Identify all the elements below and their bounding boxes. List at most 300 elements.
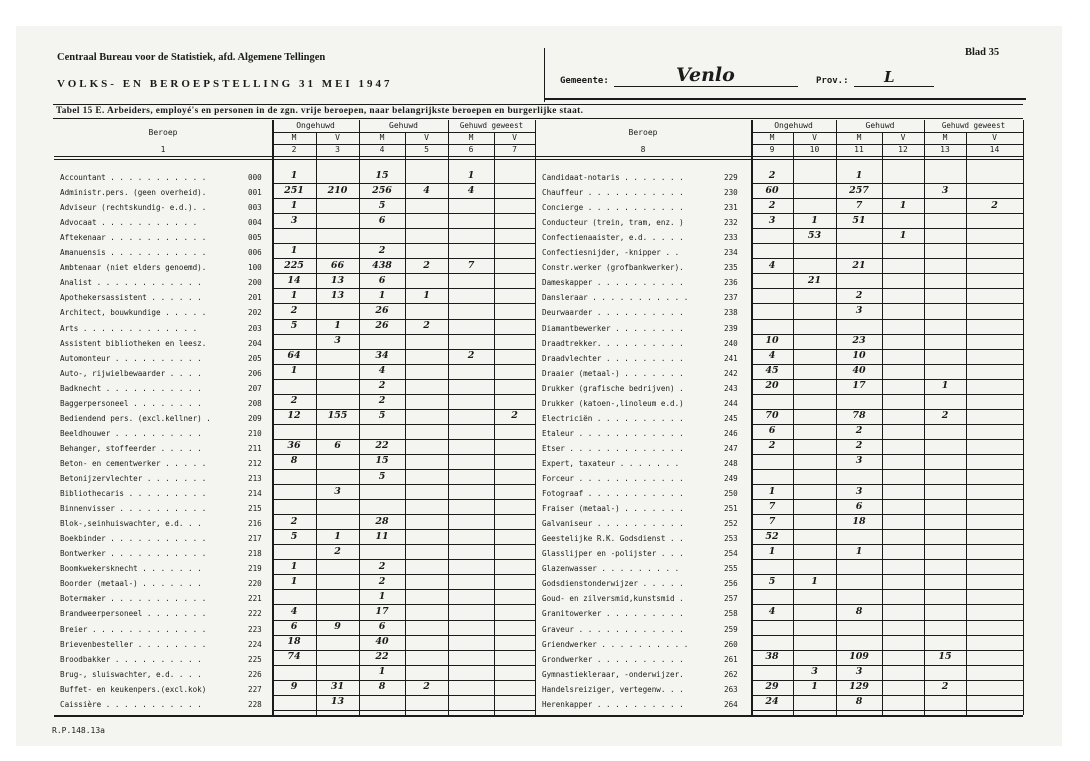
row-code: 263 — [724, 684, 738, 694]
cell-value: 1 — [941, 380, 949, 392]
left-col-number: 4 — [379, 145, 385, 154]
cell-value: 34 — [375, 350, 389, 362]
cell-value: 12 — [287, 410, 301, 422]
row-label: Draaier (metaal-) . . . . . . . — [542, 368, 684, 378]
cell-value: 4 — [290, 605, 298, 617]
cell-value: 29 — [765, 681, 779, 693]
row-code: 243 — [724, 383, 738, 393]
row-code: 257 — [724, 594, 738, 604]
cell-value: 13 — [330, 696, 345, 708]
cell-value: 1 — [378, 666, 386, 678]
cell-value: 1 — [467, 169, 475, 181]
right-row-rule — [751, 665, 1023, 666]
row-label: Candidaat-notaris . . . . . . . — [542, 173, 684, 182]
row-label: Drukker (grafische bedrijven) . — [542, 383, 684, 393]
cell-value: 1 — [290, 169, 298, 181]
form-title: VOLKS- EN BEROEPSTELLING 31 MEI 1947 — [57, 78, 393, 90]
cell-value: 13 — [330, 274, 345, 286]
row-label: Adviseur (rechtskundig- e.d.). . — [60, 203, 207, 213]
cell-value: 3 — [855, 455, 863, 467]
row-code: 246 — [724, 428, 738, 438]
row-label: Beton- en cementwerker . . . . . — [60, 458, 207, 468]
left-row-rule — [272, 228, 535, 229]
right-m-header: M — [942, 133, 948, 142]
left-v-header: V — [335, 133, 340, 142]
row-label: Forceur . . . . . . . . . . . . — [542, 474, 684, 483]
row-code: 250 — [724, 489, 738, 499]
cell-value: 251 — [284, 184, 304, 196]
left-m-header: M — [468, 133, 474, 142]
row-code: 206 — [248, 368, 262, 378]
row-code: 000 — [248, 173, 262, 182]
row-label: Accountant . . . . . . . . . . . — [60, 173, 207, 182]
right-bottom-rule — [535, 715, 1023, 717]
row-label: Bontwerker . . . . . . . . . . . — [60, 549, 207, 559]
row-code: 214 — [248, 489, 262, 499]
row-label: Bibliothecaris . . . . . . . . . — [60, 489, 207, 499]
right-col-number: 9 — [769, 145, 775, 154]
cell-value: 2 — [941, 681, 949, 693]
cell-value: 21 — [807, 274, 822, 286]
row-label: Amanuensis . . . . . . . . . . . — [60, 248, 207, 258]
right-gehuwd-header: Gehuwd — [865, 121, 895, 130]
cell-value: 64 — [287, 350, 301, 362]
right-row-rule — [751, 589, 1023, 590]
cell-value: 1 — [378, 289, 386, 301]
row-label: Brandweerpersoneel . . . . . . . — [60, 609, 207, 619]
prov-value: L — [884, 68, 895, 86]
row-code: 222 — [248, 609, 262, 619]
right-col-number: 8 — [640, 145, 646, 154]
cell-value: 52 — [765, 530, 779, 542]
row-code: 237 — [724, 293, 738, 303]
row-label: Baggerpersoneel . . . . . . . . — [60, 398, 202, 408]
row-code: 264 — [724, 699, 738, 709]
row-code: 247 — [724, 443, 738, 453]
row-code: 234 — [724, 248, 738, 258]
row-label: Constr.werker (grofbankwerker). — [542, 263, 684, 273]
cell-value: 40 — [375, 636, 389, 648]
row-label: Breier . . . . . . . . . . . . . — [60, 624, 207, 634]
row-label: Etser . . . . . . . . . . . . . — [542, 443, 684, 453]
row-code: 004 — [248, 218, 262, 228]
cell-value: 2 — [768, 440, 776, 452]
left-row-rule — [272, 334, 535, 335]
left-number-row-rule — [54, 156, 535, 157]
row-code: 100 — [248, 263, 262, 273]
cell-value: 60 — [765, 184, 779, 196]
cell-value: 210 — [327, 184, 348, 196]
cell-value: 129 — [849, 681, 869, 693]
cell-value: 6 — [290, 621, 298, 632]
right-number-row-rule — [535, 156, 1023, 157]
cell-value: 2 — [290, 304, 298, 316]
row-code: 249 — [724, 474, 738, 483]
cell-value: 7 — [855, 199, 863, 211]
cell-value: 155 — [327, 410, 348, 422]
row-code: 239 — [724, 323, 738, 333]
cell-value: 66 — [330, 259, 345, 271]
left-row-rule — [272, 484, 535, 485]
row-label: Expert, taxateur . . . . . . . — [542, 458, 680, 468]
row-code: 215 — [248, 504, 262, 514]
row-code: 229 — [724, 173, 738, 182]
cell-value: 2 — [290, 515, 298, 527]
cell-value: 3 — [334, 485, 341, 497]
cell-value: 28 — [375, 515, 389, 527]
bureau-name: Centraal Bureau voor de Statistiek, afd. Algemene Tellingen — [57, 52, 326, 63]
cell-value: 1 — [290, 199, 298, 211]
left-ongehuwd-header: Ongehuwd — [296, 121, 335, 130]
cell-value: 17 — [852, 380, 866, 392]
left-col-number: 3 — [335, 145, 340, 154]
cell-value: 2 — [467, 350, 475, 362]
row-code: 218 — [248, 549, 262, 559]
cell-value: 6 — [378, 621, 386, 632]
row-label: Drukker (katoen-,linoleum e.d.) — [542, 398, 684, 408]
row-code: 261 — [724, 654, 738, 664]
row-label: Automonteur . . . . . . . . . . — [60, 353, 202, 363]
row-label: Griendwerker . . . . . . . . . . — [542, 639, 689, 649]
cell-value: 2 — [378, 395, 386, 407]
row-code: 226 — [248, 669, 262, 679]
row-label: Herenkapper . . . . . . . . . . — [542, 699, 684, 709]
cell-value: 15 — [375, 455, 389, 467]
row-label: Broodbakker . . . . . . . . . . — [60, 654, 202, 664]
cell-value: 2 — [855, 440, 863, 452]
cell-value: 3 — [334, 335, 341, 347]
row-label: Assistent bibliotheken en leesz. — [60, 338, 207, 348]
cell-value: 18 — [852, 515, 866, 527]
row-code: 255 — [724, 564, 738, 574]
cell-value: 3 — [811, 666, 818, 678]
right-col-number: 10 — [809, 145, 820, 154]
cell-value: 2 — [855, 425, 863, 437]
form-code: R.P.148.13a — [52, 726, 105, 735]
row-code: 221 — [248, 594, 262, 604]
right-v-header: V — [992, 133, 997, 142]
row-label: Conducteur (trein, tram, enz. ) — [542, 218, 684, 228]
row-code: 232 — [724, 218, 738, 228]
row-code: 201 — [248, 293, 262, 303]
cell-value: 36 — [287, 440, 301, 452]
right-row-rule — [751, 469, 1023, 470]
left-number-row-rule-2 — [54, 159, 535, 160]
row-label: Beeldhouwer . . . . . . . . . . — [60, 428, 202, 438]
row-label: Bediendend pers. (excl.kellner) . — [60, 413, 211, 423]
cell-value: 1 — [290, 560, 298, 572]
right-col-number: 12 — [898, 145, 908, 154]
cell-value: 13 — [330, 289, 345, 301]
right-ongehuwd-header: Ongehuwd — [774, 121, 813, 130]
cell-value: 9 — [290, 681, 298, 693]
cell-value: 14 — [287, 274, 301, 286]
row-code: 231 — [724, 203, 738, 213]
cell-value: 7 — [768, 515, 776, 527]
left-col-number: 1 — [160, 145, 166, 154]
row-label: Confectiesnijder, -knipper . . — [542, 248, 680, 258]
row-code: 252 — [724, 519, 738, 529]
cell-value: 4 — [768, 259, 776, 271]
right-row-rule — [751, 288, 1023, 289]
left-col-divider — [448, 120, 449, 715]
cell-value: 3 — [941, 184, 949, 196]
row-label: Glazenwasser . . . . . . . . . — [542, 564, 680, 574]
row-label: Goud- en zilversmid,kunstsmid . — [542, 594, 684, 604]
cell-value: 1 — [768, 485, 776, 497]
row-code: 003 — [248, 203, 262, 213]
cell-value: 2 — [423, 320, 430, 331]
row-code: 244 — [724, 398, 738, 408]
prov-label: Prov.: — [816, 76, 849, 86]
row-code: 200 — [248, 278, 262, 288]
row-code: 253 — [724, 534, 738, 544]
cell-value: 2 — [991, 199, 998, 211]
row-code: 212 — [248, 458, 262, 468]
row-label: Draadtrekker. . . . . . . . . . — [542, 338, 684, 348]
left-row-rule — [272, 695, 535, 696]
row-label: Gymnastiekleraar, -onderwijzer. — [542, 669, 684, 679]
cell-value: 225 — [284, 259, 304, 271]
right-row-rule — [751, 243, 1023, 244]
row-code: 211 — [248, 443, 262, 453]
cell-value: 22 — [375, 440, 389, 452]
row-code: 219 — [248, 564, 262, 574]
cell-value: 10 — [852, 350, 866, 362]
caption-bottom-rule — [53, 118, 1023, 119]
row-label: Analist . . . . . . . . . . . . — [60, 278, 202, 288]
cell-value: 2 — [378, 244, 386, 256]
cell-value: 23 — [852, 335, 866, 347]
row-label: Diamantbewerker . . . . . . . . — [542, 323, 684, 333]
row-code: 258 — [724, 609, 738, 619]
row-code: 203 — [248, 323, 262, 333]
cell-value: 1 — [811, 214, 818, 226]
row-code: 241 — [724, 353, 738, 363]
row-code: 230 — [724, 188, 738, 198]
row-code: 254 — [724, 549, 738, 559]
row-label: Concierge . . . . . . . . . . . — [542, 203, 684, 213]
cell-value: 256 — [372, 184, 392, 196]
cell-value: 1 — [899, 199, 907, 211]
row-label: Dansleraar . . . . . . . . . . . — [542, 293, 689, 303]
row-label: Behanger, stoffeerder . . . . . — [60, 443, 202, 453]
cell-value: 2 — [423, 259, 430, 271]
left-v-header: V — [512, 133, 517, 142]
cell-value: 8 — [855, 605, 863, 617]
gemeente-label: Gemeente: — [560, 76, 609, 86]
cell-value: 2 — [855, 289, 863, 301]
cell-value: 1 — [378, 590, 386, 602]
right-row-rule — [751, 303, 1023, 304]
cell-value: 4 — [423, 184, 430, 196]
cell-value: 4 — [768, 350, 776, 362]
gemeente-value: Venlo — [676, 64, 735, 86]
left-m-header: M — [291, 133, 297, 142]
row-label: Fraiser (metaal-) . . . . . . . — [542, 504, 684, 514]
right-row-rule — [751, 710, 1023, 711]
row-code: 262 — [724, 669, 738, 679]
cell-value: 1 — [811, 575, 818, 587]
left-v-header: V — [424, 133, 429, 142]
cell-value: 5 — [378, 410, 386, 422]
row-label: Blok-,seinhuiswachter, e.d. . . — [60, 519, 202, 529]
row-label: Brievenbesteller . . . . . . . . — [60, 639, 207, 649]
row-code: 224 — [248, 639, 262, 649]
cell-value: 4 — [467, 184, 475, 196]
cell-value: 2 — [334, 545, 341, 557]
left-gehuwd-header: Gehuwd — [389, 121, 418, 130]
cell-value: 1 — [290, 244, 298, 256]
left-col-divider — [535, 120, 536, 715]
row-code: 220 — [248, 579, 262, 589]
cell-value: 15 — [375, 169, 389, 181]
cell-value: 2 — [423, 681, 430, 693]
left-row-rule — [272, 710, 535, 711]
cell-value: 2 — [511, 410, 518, 422]
cell-value: 1 — [423, 289, 430, 301]
cell-value: 1 — [290, 575, 298, 587]
row-label: Draadvlechter . . . . . . . . . — [542, 353, 684, 363]
header-rule — [544, 98, 1026, 100]
cell-value: 26 — [375, 304, 389, 316]
row-code: 210 — [248, 428, 262, 438]
row-code: 228 — [248, 699, 262, 709]
cell-value: 109 — [849, 651, 869, 663]
cell-value: 3 — [855, 485, 863, 497]
right-col-number: 13 — [940, 145, 950, 154]
cell-value: 53 — [807, 229, 822, 241]
row-label: Apothekersassistent . . . . . . — [60, 293, 202, 303]
row-label: Geestelijke R.K. Godsdienst . . — [542, 534, 684, 544]
left-gehuwd-geweest-header: Gehuwd geweest — [459, 121, 524, 130]
cell-value: 21 — [852, 259, 866, 271]
right-v-header: V — [812, 133, 817, 142]
left-col-number: 6 — [468, 145, 474, 154]
right-row-rule — [751, 394, 1023, 395]
right-col-divider — [1023, 120, 1024, 715]
row-code: 251 — [724, 504, 738, 514]
row-code: 233 — [724, 233, 738, 243]
cell-value: 20 — [765, 380, 779, 392]
cell-value: 51 — [852, 214, 866, 226]
row-label: Ambtenaar (niet elders genoemd). — [60, 263, 207, 273]
row-label: Brug-, sluiswachter, e.d. . . . — [60, 669, 202, 679]
row-label: Etaleur . . . . . . . . . . . . — [542, 428, 684, 438]
left-col-number: 7 — [512, 145, 517, 154]
row-label: Granitowerker . . . . . . . . . — [542, 609, 684, 619]
cell-value: 5 — [768, 575, 776, 587]
cell-value: 5 — [378, 199, 386, 211]
left-row-rule — [272, 544, 535, 545]
row-label: Administr.pers. (geen overheid). — [60, 188, 207, 198]
cell-value: 6 — [378, 274, 386, 286]
cell-value: 5 — [378, 470, 386, 482]
row-label: Advocaat . . . . . . . . . . . — [60, 218, 198, 228]
row-code: 204 — [248, 338, 262, 348]
cell-value: 11 — [375, 530, 389, 542]
left-col-number: 5 — [424, 145, 429, 154]
row-code: 235 — [724, 263, 738, 273]
right-row-rule — [751, 273, 1023, 274]
row-label: Caissière . . . . . . . . . . . — [60, 699, 202, 709]
cell-value: 8 — [290, 455, 298, 467]
cell-value: 31 — [330, 681, 345, 693]
row-label: Binnenvisser . . . . . . . . . . — [60, 504, 207, 514]
cell-value: 3 — [290, 214, 298, 226]
cell-value: 74 — [287, 651, 301, 663]
left-row-rule — [272, 499, 535, 500]
row-code: 006 — [248, 248, 262, 258]
cell-value: 70 — [765, 410, 779, 422]
cell-value: 4 — [378, 365, 386, 377]
row-label: Deurwaarder . . . . . . . . . . — [542, 308, 684, 318]
cell-value: 7 — [467, 259, 475, 271]
row-label: Boorder (metaal-) . . . . . . . — [60, 579, 202, 589]
row-label: Botermaker . . . . . . . . . . . — [60, 594, 207, 604]
cell-value: 257 — [849, 184, 869, 196]
cell-value: 24 — [765, 696, 779, 708]
right-v-header: V — [900, 133, 906, 142]
cell-value: 26 — [375, 320, 389, 331]
cell-value: 15 — [938, 651, 952, 663]
row-code: 216 — [248, 519, 262, 529]
row-label: Dameskapper . . . . . . . . . . — [542, 278, 684, 288]
cell-value: 7 — [768, 500, 776, 512]
row-code: 225 — [248, 654, 262, 664]
row-code: 256 — [724, 579, 738, 589]
row-label: Graveur . . . . . . . . . . . . — [542, 624, 684, 634]
row-label: Badknecht . . . . . . . . . . . — [60, 383, 202, 393]
cell-value: 45 — [765, 365, 779, 377]
row-label: Grondwerker . . . . . . . . . . — [542, 654, 684, 664]
left-col-number: 2 — [291, 145, 297, 154]
row-label: Betonijzervlechter . . . . . . . — [60, 474, 207, 483]
cell-value: 10 — [765, 335, 779, 347]
row-label: Boekbinder . . . . . . . . . . . — [60, 534, 207, 544]
cell-value: 438 — [372, 259, 392, 271]
row-label: Fotograaf . . . . . . . . . . . — [542, 489, 684, 499]
cell-value: 8 — [378, 681, 386, 693]
row-code: 001 — [248, 188, 262, 198]
cell-value: 6 — [378, 214, 386, 226]
cell-value: 9 — [334, 621, 341, 632]
cell-value: 3 — [855, 666, 863, 678]
cell-value: 5 — [290, 530, 298, 542]
right-beroep-header: Beroep — [628, 128, 658, 137]
cell-value: 2 — [290, 395, 298, 407]
row-label: Glasslijper en -polijster . . . — [542, 549, 684, 559]
cell-value: 1 — [334, 320, 341, 331]
cell-value: 2 — [768, 169, 776, 181]
row-code: 207 — [248, 383, 262, 393]
caption-top-rule — [53, 104, 1023, 105]
cell-value: 1 — [811, 681, 818, 693]
left-row-rule — [272, 424, 535, 425]
cell-value: 17 — [375, 605, 389, 617]
right-row-rule — [751, 620, 1023, 621]
row-code: 208 — [248, 398, 262, 408]
cell-value: 3 — [768, 214, 776, 226]
row-label: Chauffeur . . . . . . . . . . . — [542, 188, 684, 198]
row-label: Aftekenaar . . . . . . . . . . . — [60, 233, 207, 243]
row-code: 260 — [724, 639, 738, 649]
right-col-number: 11 — [854, 145, 864, 154]
row-code: 248 — [724, 458, 738, 468]
right-row-rule — [751, 635, 1023, 636]
census-sheet — [16, 26, 1062, 746]
row-label: Buffet- en keukenpers.(excl.kok) — [60, 684, 207, 694]
